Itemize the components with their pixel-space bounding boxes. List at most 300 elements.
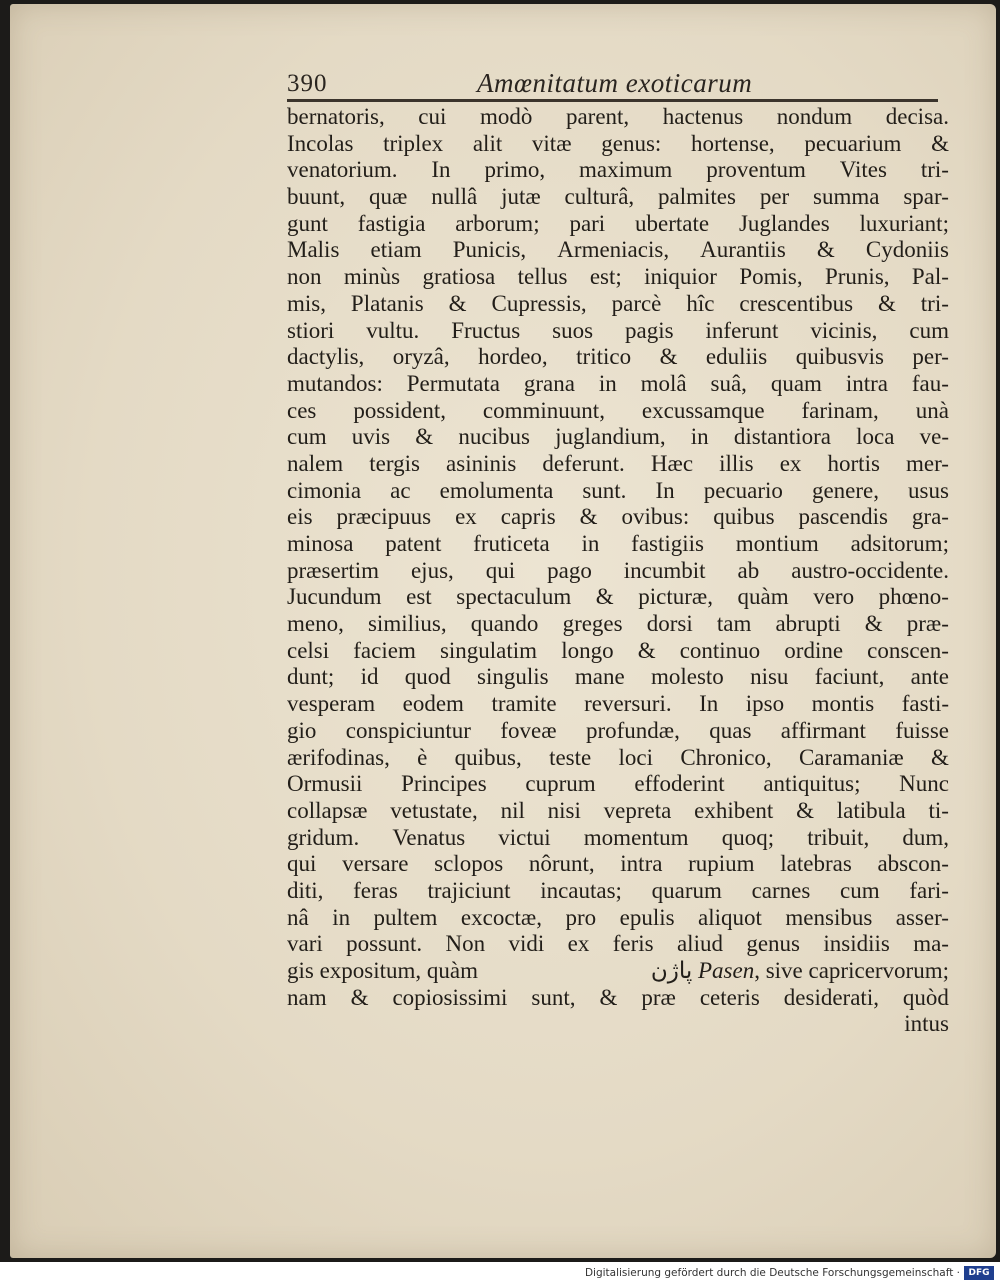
catchword: intus <box>904 1011 949 1037</box>
word: ubertate <box>635 210 710 236</box>
word: ejus, <box>410 557 454 583</box>
special-line-before: gis expositum, quàm <box>287 958 479 983</box>
word: & <box>816 237 835 263</box>
transliterated-term: Pasen <box>698 958 755 983</box>
word: minosa <box>287 531 354 556</box>
text-line <box>287 291 949 318</box>
word: palmites <box>658 184 736 210</box>
word: meno, <box>287 611 344 637</box>
word: Venatus <box>392 824 466 850</box>
word: ovibus: <box>621 504 690 530</box>
word: nullâ <box>431 184 478 210</box>
text-line <box>287 691 949 718</box>
word: tramite <box>491 691 557 717</box>
word: epulis <box>619 904 675 930</box>
word: in <box>332 904 351 930</box>
word: cum <box>840 877 880 903</box>
page-header <box>287 68 937 100</box>
text-line <box>287 985 949 1012</box>
word: buunt, <box>287 184 346 210</box>
word: præ <box>641 984 676 1010</box>
word: ante <box>910 664 949 690</box>
word: usus <box>908 477 949 503</box>
word: fau- <box>911 370 949 396</box>
word: tri- <box>920 290 949 316</box>
word: & <box>931 130 949 156</box>
word: celsi <box>287 637 330 663</box>
word: cimonia <box>287 477 362 503</box>
word: modò <box>479 104 533 129</box>
word: præsertim <box>287 557 379 583</box>
word: asininis <box>446 450 517 476</box>
word: gunt <box>287 210 328 236</box>
word: fastigia <box>357 210 426 236</box>
word: gio <box>287 717 317 743</box>
word: proventum <box>706 157 806 183</box>
word: tergis <box>369 450 420 476</box>
word: in <box>581 531 600 556</box>
word: quas <box>709 717 752 743</box>
word: eduliis <box>705 344 768 370</box>
word: possident, <box>353 397 446 423</box>
word: Permutata <box>406 370 500 396</box>
word: vepreta <box>603 797 672 823</box>
text-line <box>287 905 949 932</box>
word: victui <box>498 824 551 850</box>
word: quam <box>770 370 822 396</box>
word: cum <box>909 317 949 343</box>
text-line <box>287 131 949 158</box>
word: per- <box>912 344 949 370</box>
word: versare <box>342 851 409 877</box>
word: dum, <box>902 824 949 850</box>
word: phœno- <box>878 584 949 610</box>
word: abscon- <box>877 851 949 877</box>
word: ac <box>390 477 411 503</box>
word: Cydoniis <box>865 237 949 263</box>
word: ceteris <box>699 984 760 1010</box>
word: affirmant <box>780 717 866 743</box>
word: è <box>417 744 428 770</box>
text-line <box>287 531 949 558</box>
word: fruticeta <box>473 531 550 556</box>
word: excussamque <box>641 397 765 423</box>
word: Hæc <box>650 450 694 476</box>
word: effoderint <box>634 771 725 797</box>
word: luxuriant; <box>859 210 949 236</box>
text-line <box>287 211 949 238</box>
word: molesto <box>650 664 724 690</box>
word: longo <box>561 637 614 663</box>
word: adsitorum; <box>850 531 949 556</box>
word: similius, <box>367 611 447 637</box>
word: grana <box>523 370 575 396</box>
word: fuisse <box>895 717 949 743</box>
word: summa <box>813 184 880 210</box>
dfg-logo: DFG <box>964 1266 994 1280</box>
word: ma- <box>913 931 949 957</box>
word: venatorium. <box>287 157 398 183</box>
word: vultu. <box>366 317 420 343</box>
word: teste <box>549 744 592 770</box>
word: vari <box>287 931 323 957</box>
text-line <box>287 371 949 398</box>
word: momentum <box>583 824 689 850</box>
word: quòd <box>902 984 949 1010</box>
word: Platanis <box>350 290 424 316</box>
word: Juglandes <box>738 210 830 236</box>
word: Prunis, <box>824 264 890 290</box>
word: quibusvis <box>795 344 884 370</box>
word: conscen- <box>867 637 949 663</box>
word: ti- <box>928 797 949 823</box>
word: vesperam <box>287 691 376 717</box>
word: Punicis, <box>452 237 527 263</box>
word: ex <box>779 450 802 476</box>
word: continuo <box>679 637 761 663</box>
word: jutæ <box>501 184 541 210</box>
word: vicinis, <box>810 317 878 343</box>
text-line <box>287 264 949 291</box>
word: possunt. <box>346 931 423 957</box>
page-number: 390 <box>287 70 328 97</box>
word: & <box>637 637 656 663</box>
word: qui <box>287 851 317 877</box>
word: hordeo, <box>478 344 548 370</box>
word: austro-occidente. <box>791 557 949 583</box>
word: nalem <box>287 450 344 476</box>
word: & <box>595 584 614 610</box>
word: sunt. <box>582 477 627 503</box>
word: conspiciuntur <box>345 717 471 743</box>
word: patent <box>385 531 442 556</box>
word: trajiciunt <box>427 877 511 903</box>
word: eis <box>287 504 313 530</box>
word: singulatim <box>439 637 538 663</box>
word: & <box>579 504 598 530</box>
word: & <box>350 984 369 1010</box>
word: id <box>360 664 379 690</box>
text-line <box>287 558 949 585</box>
word: incautas; <box>540 877 622 903</box>
word: dactylis, <box>287 344 365 370</box>
word: cui <box>418 104 447 129</box>
word: capris <box>500 504 556 530</box>
word: ab <box>737 557 760 583</box>
word: pagis <box>625 317 674 343</box>
word: maximum <box>579 157 673 183</box>
word: Vites <box>839 157 887 183</box>
word: pro <box>565 904 597 930</box>
word: in <box>598 370 617 396</box>
word: greges <box>562 611 623 637</box>
word: picturæ, <box>638 584 713 610</box>
text-line <box>287 424 949 451</box>
text-line <box>287 798 949 825</box>
word: hortense, <box>690 130 775 156</box>
word: nisu <box>750 664 789 690</box>
word: bernatoris, <box>287 104 385 129</box>
word: pari <box>569 210 606 236</box>
word: sunt, <box>531 984 576 1010</box>
word: pago <box>547 557 592 583</box>
word: In <box>655 477 675 503</box>
word: ipso <box>745 691 785 717</box>
word: feras <box>353 877 398 903</box>
word: fastigiis <box>631 531 705 556</box>
word: loci <box>618 744 654 770</box>
word: intra <box>620 851 663 877</box>
word: & <box>659 344 678 370</box>
word: non <box>287 264 322 290</box>
word: est; <box>589 264 622 290</box>
text-line <box>287 451 949 478</box>
word: parcè <box>611 290 662 316</box>
word: Cupressis, <box>491 290 587 316</box>
catchword-line <box>287 1011 949 1038</box>
word: intra <box>845 370 888 396</box>
word: præ- <box>906 611 949 637</box>
word: nâ <box>287 904 309 930</box>
text-line <box>287 104 949 131</box>
word: quibus <box>713 504 775 530</box>
word: mer- <box>905 450 949 476</box>
word: uvis <box>351 424 391 450</box>
word: collapsæ <box>287 797 368 823</box>
word: foveæ <box>500 717 557 743</box>
word: triplex <box>383 130 444 156</box>
word: & <box>931 744 949 770</box>
word: tellus <box>517 264 568 290</box>
word: Fructus <box>451 317 521 343</box>
word: latebras <box>780 851 852 877</box>
word: tri- <box>920 157 949 183</box>
word: pultem <box>373 904 438 930</box>
word: primo, <box>484 157 546 183</box>
word: vidi <box>508 931 545 957</box>
body-text <box>287 104 949 1038</box>
word: distantiora <box>733 424 831 450</box>
word: unà <box>915 397 949 423</box>
text-line <box>287 584 949 611</box>
word: tam <box>716 611 752 637</box>
word: genus <box>746 931 800 957</box>
word: Principes <box>401 771 487 797</box>
word: & <box>599 984 618 1010</box>
word: fasti- <box>901 691 949 717</box>
word: In <box>699 691 719 717</box>
word: In <box>431 157 451 183</box>
word: faciem <box>353 637 416 663</box>
text-line <box>287 638 949 665</box>
word: pascendis <box>798 504 888 530</box>
digitization-footer <box>0 1262 1000 1285</box>
word: aliquot <box>698 904 762 930</box>
word: decisa. <box>885 104 949 129</box>
word: ex <box>567 931 590 957</box>
word: spectaculum <box>456 584 572 610</box>
word: singulis <box>477 664 549 690</box>
word: tribuit, <box>807 824 870 850</box>
special-line-after: , sive capricervorum; <box>754 958 949 983</box>
word: exhibent <box>694 797 774 823</box>
word: vitæ <box>531 130 572 156</box>
word: genere, <box>811 477 879 503</box>
word: antiquitus; <box>763 771 861 797</box>
word: Ormusii <box>287 771 363 797</box>
word: ve- <box>919 424 949 450</box>
word: sclopos <box>434 851 504 877</box>
word: mane <box>574 664 625 690</box>
word: illis <box>719 450 754 476</box>
word: excoctæ, <box>460 904 543 930</box>
word: & <box>877 290 896 316</box>
word: Chronico, <box>680 744 772 770</box>
text-line-special <box>287 958 949 985</box>
word: in <box>690 424 709 450</box>
footer-credit: Digitalisierung gefördert durch die Deutsche Forschungsgemeinschaft · <box>584 1267 960 1279</box>
word: feris <box>612 931 654 957</box>
word: fari- <box>909 877 949 903</box>
word: Pomis, <box>739 264 803 290</box>
text-line <box>287 771 949 798</box>
word: cuprum <box>525 771 596 797</box>
word: quæ <box>369 184 408 210</box>
word: pecuarium <box>804 130 902 156</box>
word: & <box>796 797 814 823</box>
special-line-term <box>651 958 949 985</box>
text-line <box>287 184 949 211</box>
word: mutandos: <box>287 370 383 396</box>
word: parent, <box>565 104 630 129</box>
word: stiori <box>287 317 335 343</box>
word: nucibus <box>458 424 530 450</box>
word: gra- <box>911 504 949 530</box>
word: mensibus <box>785 904 873 930</box>
word: & <box>448 290 467 316</box>
word: ex <box>455 504 477 530</box>
word: comminuunt, <box>482 397 605 423</box>
word: Pal- <box>911 264 949 290</box>
word: insidiis <box>823 931 890 957</box>
word: copiosissimi <box>392 984 508 1010</box>
word: per <box>759 184 790 210</box>
word: alit <box>472 130 503 156</box>
word: dorsi <box>646 611 693 637</box>
word: Nunc <box>899 771 949 797</box>
text-line <box>287 344 949 371</box>
text-line <box>287 825 949 852</box>
word: est <box>406 584 432 610</box>
word: latibula <box>836 797 906 823</box>
text-line <box>287 664 949 691</box>
word: diti, <box>287 877 324 903</box>
word: nil <box>500 797 525 823</box>
word: inferunt <box>705 317 779 343</box>
word: ces <box>287 397 317 423</box>
word: aliud <box>676 931 723 957</box>
word: incumbit <box>623 557 706 583</box>
word: suâ, <box>710 370 747 396</box>
text-line <box>287 851 949 878</box>
text-line <box>287 237 949 264</box>
word: juglandium, <box>555 424 666 450</box>
word: Armeniacis, <box>557 237 670 263</box>
word: deferunt. <box>542 450 625 476</box>
word: hactenus <box>662 104 744 129</box>
word: & <box>415 424 434 450</box>
word: reversuri. <box>584 691 672 717</box>
word: faciunt, <box>814 664 885 690</box>
word: crescentibus <box>739 290 854 316</box>
word: quando <box>470 611 539 637</box>
word: pecuario <box>703 477 783 503</box>
word: gridum. <box>287 824 360 850</box>
word: etiam <box>370 237 422 263</box>
text-line <box>287 611 949 638</box>
text-line <box>287 157 949 184</box>
word: iniquior <box>644 264 717 290</box>
word: hortis <box>827 450 880 476</box>
text-line <box>287 478 949 505</box>
word: arborum; <box>455 210 540 236</box>
text-line <box>287 745 949 772</box>
arabic-term: پاژن <box>650 958 693 983</box>
word: nondum <box>776 104 853 129</box>
word: quarum <box>651 877 722 903</box>
word: spar- <box>903 184 949 210</box>
text-line <box>287 398 949 425</box>
word: asser- <box>895 904 949 930</box>
word: suos <box>552 317 594 343</box>
text-line <box>287 878 949 905</box>
text-line <box>287 318 949 345</box>
word: Caramaniæ <box>798 744 904 770</box>
word: abrupti <box>775 611 841 637</box>
word: nam <box>287 984 327 1010</box>
word: Aurantiis <box>700 237 786 263</box>
word: quoq; <box>721 824 775 850</box>
word: quàm <box>737 584 789 610</box>
word: culturâ, <box>564 184 635 210</box>
word: genus: <box>601 130 662 156</box>
word: præcipuus <box>336 504 432 530</box>
word: Non <box>445 931 486 957</box>
word: quibus, <box>454 744 522 770</box>
word: gratiosa <box>422 264 496 290</box>
word: vero <box>813 584 855 610</box>
word: eodem <box>402 691 464 717</box>
word: quod <box>404 664 451 690</box>
word: carnes <box>751 877 811 903</box>
word: qui <box>485 557 516 583</box>
header-rule <box>287 99 938 102</box>
word: hîc <box>686 290 715 316</box>
word: montis <box>811 691 875 717</box>
word: profundæ, <box>585 717 680 743</box>
word: molâ <box>640 370 687 396</box>
word: oryzâ, <box>392 344 450 370</box>
word: cum <box>287 424 327 450</box>
word: Jucundum <box>287 584 382 610</box>
word: & <box>864 611 883 637</box>
word: loca <box>856 424 895 450</box>
word: desiderati, <box>783 984 879 1010</box>
word: tritico <box>576 344 632 370</box>
word: ærifodinas, <box>287 744 390 770</box>
word: Incolas <box>287 130 354 156</box>
word: mis, <box>287 290 326 316</box>
